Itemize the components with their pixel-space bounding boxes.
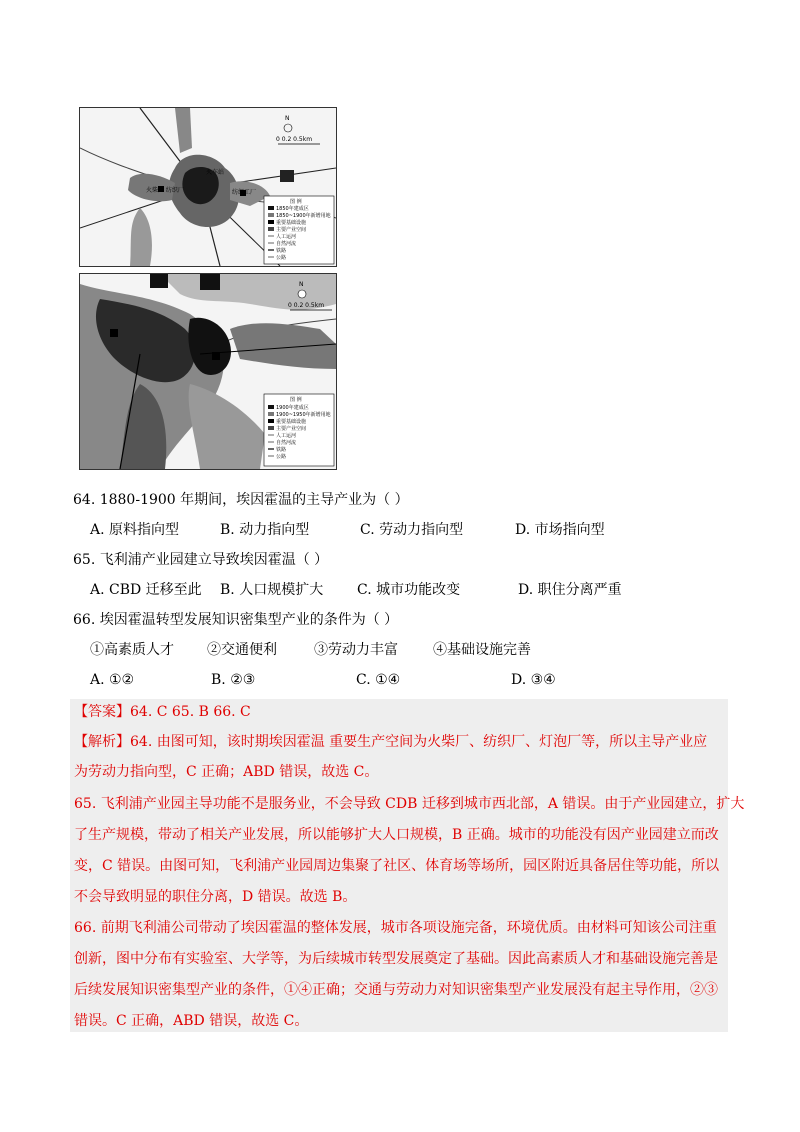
analysis-line-2: 为劳动力指向型，C 正确；ABD 错误，故选 C。 (74, 764, 379, 780)
map1-east-label: 纺织工厂 (232, 189, 257, 196)
legend-item: 公路 (276, 255, 287, 261)
map2-legend (264, 394, 334, 466)
q64-option-b: B. 动力指向型 (220, 522, 310, 538)
map-1900-1950 (79, 273, 337, 470)
q66-item-3: ③劳动力丰富 (314, 642, 398, 658)
q65-option-b: B. 人口规模扩大 (220, 582, 324, 598)
analysis-line-6: 不会导致明显的职住分离，D 错误。故选 B。 (74, 889, 357, 905)
map1-west-label: 火柴厂 纺织厂 (146, 187, 184, 194)
analysis-line-4: 了生产规模，带动了相关产业发展，所以能够扩大人口规模，B 正确。城市的功能没有因产业园建立而改 (74, 827, 719, 843)
legend-item: 铁路 (276, 248, 287, 254)
map-1850-1900 (79, 107, 337, 267)
map1-station-label: 火车站 (206, 169, 225, 176)
q66-item-4: ④基础设施完善 (433, 642, 531, 658)
analysis-tag: 【解析】 (74, 734, 130, 750)
q66-option-a: A. ①② (90, 672, 135, 688)
north-label: N (299, 281, 304, 288)
legend-item: 公路 (276, 454, 287, 460)
analysis-line-8: 创新，图中分布有实验室、大学等，为后续城市转型发展奠定了基础。因此高素质人才和基础设施完善是 (74, 951, 718, 967)
legend-item: 铁路 (276, 447, 287, 453)
q64-option-d: D. 市场指向型 (515, 522, 605, 538)
q66-option-d: D. ③④ (511, 672, 556, 688)
analysis-line-9: 后续发展知识密集型产业的条件，①④正确；交通与劳动力对知识密集型产业发展没有起主导作用，②③ (74, 982, 718, 998)
legend-item: 自然河流 (276, 440, 297, 446)
legend-item: 1900~1950年新增用地 (276, 412, 331, 418)
q66-item-2: ②交通便利 (207, 642, 277, 658)
legend-title: 图 例 (290, 199, 302, 205)
legend-item: 人工运河 (276, 234, 297, 240)
map1-scale (276, 115, 320, 144)
q65-option-a: A. CBD 迁移至此 (90, 582, 202, 598)
legend-item: 1850~1900年新增用地 (276, 213, 331, 219)
legend-item: 重要基础设施 (276, 220, 307, 226)
legend-item: 人工运河 (276, 433, 297, 439)
q64-option-a: A. 原料指向型 (90, 522, 180, 538)
question-65-stem: 65. 飞利浦产业园建立导致埃因霍温（ ） (73, 552, 329, 568)
legend-item: 1850年建成区 (276, 206, 309, 212)
map1-legend (264, 196, 334, 264)
analysis-line-3: 65. 飞利浦产业园主导功能不是服务业，不会导致 CDB 迁移到城市西北部，A 错误。由于产业园建立，扩大 (74, 796, 745, 812)
question-66-stem: 66. 埃因霍温转型发展知识密集型产业的条件为（ ） (73, 612, 399, 628)
legend-item: 重要基础设施 (276, 419, 307, 425)
q65-option-c: C. 城市功能改变 (357, 582, 461, 598)
analysis-line-5: 变，C 错误。由图可知，飞利浦产业园周边集聚了社区、体育场等场所，园区附近具备居住等功能，所以 (74, 858, 720, 874)
answer-line (74, 702, 251, 722)
q64-option-c: C. 劳动力指向型 (360, 522, 464, 538)
analysis-text: 64. 由图可知，该时期埃因霍温 重要生产空间为火柴厂、纺织厂、灯泡厂等，所以主导产业应 (130, 734, 708, 750)
q66-item-1: ①高素质人才 (90, 642, 174, 658)
scale-label: 0 0.2 0.5km (276, 136, 313, 143)
legend-item: 自然河流 (276, 241, 297, 247)
q66-option-c: C. ①④ (356, 672, 401, 688)
answer-text: 64. C 65. B 66. C (130, 704, 251, 720)
legend-item: 1900年建成区 (276, 405, 309, 411)
question-64-stem: 64. 1880-1900 年期间，埃因霍温的主导产业为（ ） (73, 492, 409, 508)
scale-label: 0 0.2 0.5km (288, 302, 325, 309)
q65-option-d: D. 职住分离严重 (518, 582, 622, 598)
legend-title: 图 例 (290, 397, 302, 403)
answer-tag: 【答案】 (74, 704, 130, 720)
analysis-line-10: 错误。C 正确，ABD 错误，故选 C。 (74, 1013, 309, 1029)
analysis-line-1 (74, 732, 707, 752)
legend-item: 主要产业空间 (276, 426, 307, 432)
legend-item: 主要产业空间 (276, 227, 307, 233)
q66-option-b: B. ②③ (211, 672, 256, 688)
analysis-line-7: 66. 前期飞利浦公司带动了埃因霍温的整体发展，城市各项设施完备，环境优质。由材料可知该公司注重 (74, 920, 717, 936)
north-label: N (285, 115, 290, 122)
